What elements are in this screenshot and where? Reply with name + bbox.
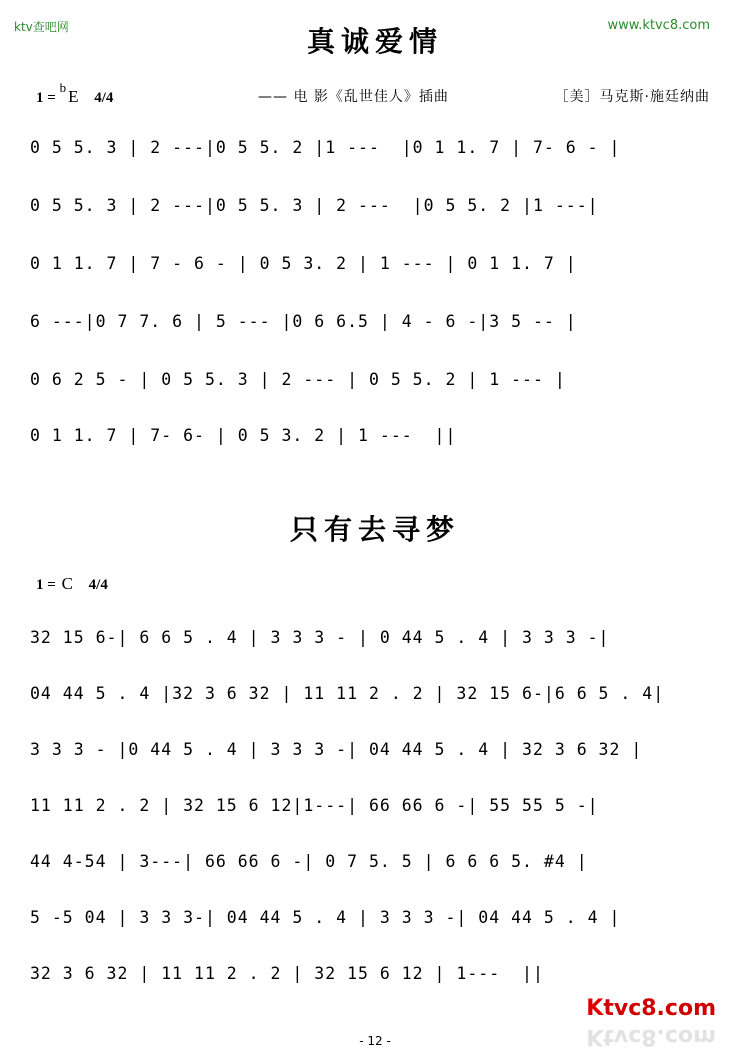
song1-score-line: 0 1 1. 7 | 7- 6- | 0 5 3. 2 | 1 --- ||: [30, 426, 457, 445]
song1-score-line: 0 5 5. 3 | 2 ---|0 5 5. 2 |1 --- |0 1 1. 7 | 7- 6 - |: [30, 138, 621, 157]
song1-title: 真诚爱情: [306, 25, 443, 58]
song1-key-note: E: [68, 87, 79, 106]
song2-score-line: 11 11 2 . 2 | 32 15 6 12|1---| 66 66 6 -| 55 55 5 -|: [30, 796, 599, 815]
song2-score-line: 5 -5 04 | 3 3 3-| 04 44 5 . 4 | 3 3 3 -| 04 44 5 . 4 |: [30, 908, 621, 927]
song2-score-line: 44 4-54 | 3---| 66 66 6 -| 0 7 5. 5 | 6 6 6 5. #4 |: [30, 852, 588, 871]
logo-k: K: [586, 996, 604, 1021]
page-number: - 12 -: [359, 1034, 391, 1048]
song1-key-flat: b: [59, 80, 67, 95]
song1-score-line: 0 1 1. 7 | 7 - 6 - | 0 5 3. 2 | 1 --- | 0 1 1. 7 |: [30, 254, 577, 273]
song1-score-line: 0 5 5. 3 | 2 ---|0 5 5. 3 | 2 --- |0 5 5. 2 |1 ---|: [30, 196, 599, 215]
ktvc8-logo: [586, 996, 716, 1021]
song2-key-note: C: [61, 574, 73, 593]
song1-score-line: 0 6 2 5 - | 0 5 5. 3 | 2 --- | 0 5 5. 2 | 1 --- |: [30, 370, 566, 389]
song1-key: [36, 80, 114, 107]
song1-composer: ［美］马克斯·施廷纳曲: [554, 89, 710, 105]
song2-title: 只有去寻梦: [289, 513, 460, 546]
song2-key-prefix: 1 =: [36, 577, 56, 593]
song1-key-prefix: 1 =: [36, 90, 56, 106]
logo-rest: tvc8.com: [603, 996, 716, 1021]
song2-score-line: 32 15 6-| 6 6 5 . 4 | 3 3 3 - | 0 44 5 . 4 | 3 3 3 -|: [30, 628, 610, 647]
song2-key: [36, 574, 108, 594]
ktvc8-logo-reflection: Ktvc8.com: [586, 1024, 716, 1049]
song1-meter: 4/4: [94, 90, 114, 106]
song2-score-line: 04 44 5 . 4 |32 3 6 32 | 11 11 2 . 2 | 32 15 6-|6 6 5 . 4|: [30, 684, 665, 703]
song2-score-line: 3 3 3 - |0 44 5 . 4 | 3 3 3 -| 04 44 5 . 4 | 32 3 6 32 |: [30, 740, 643, 759]
song2-score-line: 32 3 6 32 | 11 11 2 . 2 | 32 15 6 12 | 1--- ||: [30, 964, 544, 983]
song1-score-line: 6 ---|0 7 7. 6 | 5 --- |0 6 6.5 | 4 - 6 -|3 5 -- |: [30, 312, 577, 331]
watermark-right: www.ktvc8.com: [607, 18, 710, 33]
watermark-left: ktv查吧网: [14, 20, 69, 34]
song2-meter: 4/4: [88, 577, 108, 593]
song1-subtitle: —— 电 影《乱世佳人》插曲: [258, 89, 449, 105]
